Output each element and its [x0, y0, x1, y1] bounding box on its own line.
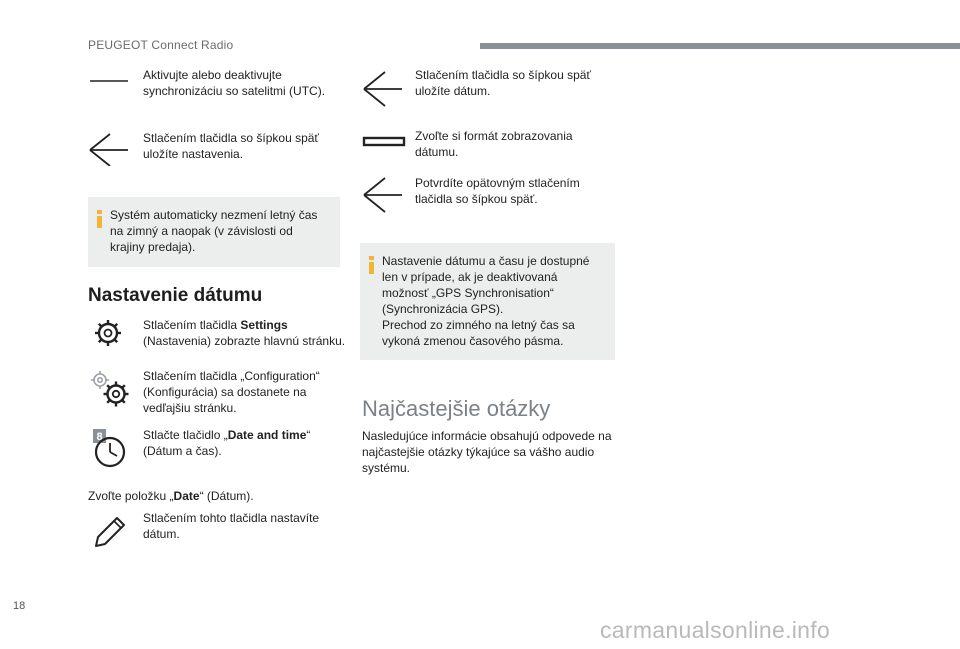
- section-title: Nastavenie dátumu: [88, 285, 263, 306]
- item-text: Stlačením tlačidla so šípkou späť uložíte nastavenia.: [143, 131, 319, 161]
- faq-text: Nasledujúce informácie obsahujú odpovede na najčastejšie otázky týkajúce sa vášho audio systému.: [362, 429, 612, 475]
- header-bar: [480, 43, 960, 49]
- step-text: Stlačením tohto tlačidla nastavíte dátum.: [143, 511, 320, 541]
- gear-icon: [88, 317, 128, 351]
- list-item: [88, 427, 348, 471]
- list-item: [88, 67, 348, 107]
- step-text: Stlačením tlačidla Settings (Nastavenia) zobrazte hlavnú stránku.: [143, 318, 346, 348]
- menu-badge: 8: [96, 431, 103, 443]
- list-item: [88, 130, 348, 170]
- item-text: Potvrdíte opätovným stlačením tlačidla so šípkou späť.: [415, 176, 580, 206]
- step-text: Stlačením tlačidla „Configuration“ (Konfigurácia) sa dostanete na vedľajšiu stránku.: [143, 369, 320, 415]
- gears-icon: [88, 368, 136, 412]
- faq-title: Najčastejšie otázky: [362, 396, 551, 421]
- item-text: Stlačením tlačidla so šípkou späť uložíte dátum.: [415, 68, 591, 98]
- pencil-icon: [88, 510, 128, 550]
- slider-bar-icon: [88, 67, 128, 97]
- running-header: PEUGEOT Connect Radio: [88, 38, 234, 52]
- item-text: Aktivujte alebo deaktivujte synchronizáciu so satelitmi (UTC).: [143, 68, 326, 98]
- info-icon: [96, 210, 104, 228]
- info-icon: [368, 256, 376, 274]
- back-arrow-icon: [88, 130, 130, 166]
- list-item: [360, 128, 620, 164]
- page-number: 18: [13, 600, 26, 612]
- format-box-icon: [360, 128, 408, 152]
- info-text: Systém automaticky nezmení letný čas na zimný a naopak (v závislosti od krajiny predaja).: [110, 208, 318, 254]
- list-item: [360, 67, 620, 111]
- list-item: [88, 317, 348, 357]
- info-box: [88, 197, 340, 267]
- info-box: [360, 243, 615, 360]
- list-item: [360, 175, 620, 219]
- info-text: Nastavenie dátumu a času je dostupné len v prípade, ak je deaktivovaná možnosť „GPS Synchronisation“ (Synchronizácia GPS). Prechod zo zimného na letný čas sa vykoná zmenou časového pásma.: [382, 254, 590, 348]
- watermark: carmanualsonline.info: [600, 617, 831, 643]
- step-text: Stlačte tlačidlo „Date and time“ (Dátum a čas).: [143, 428, 311, 458]
- back-arrow-icon: [360, 175, 402, 215]
- list-item: [88, 510, 348, 554]
- item-text: Zvoľte si formát zobrazovania dátumu.: [415, 129, 573, 159]
- list-item: [88, 368, 348, 416]
- select-line: Zvoľte položku „Date“ (Dátum).: [88, 489, 254, 503]
- back-arrow-icon: [360, 67, 402, 107]
